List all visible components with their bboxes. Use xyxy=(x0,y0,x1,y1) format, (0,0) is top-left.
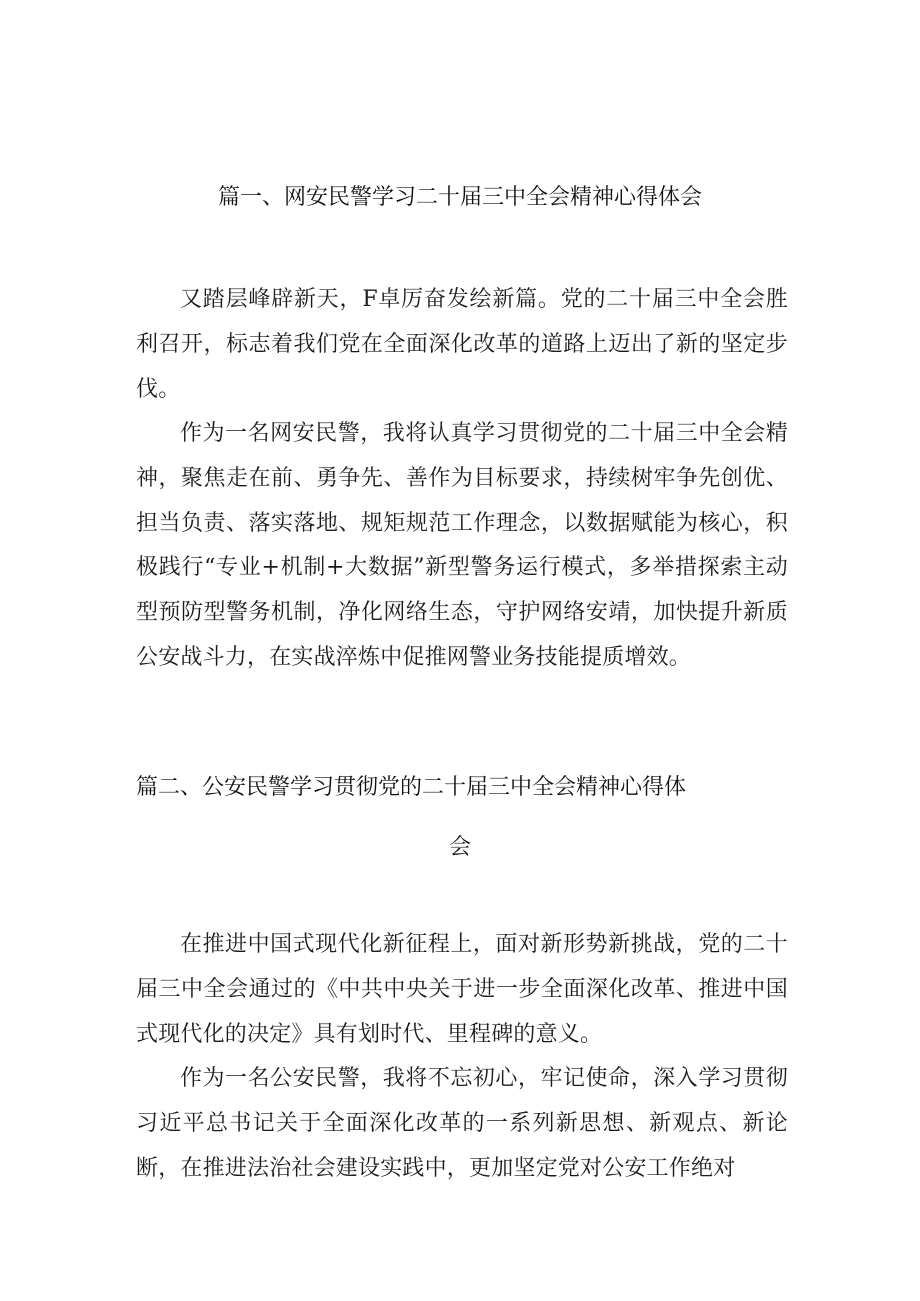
section-2-paragraph-2: 作为一名公安民警，我将不忘初心，牢记使命，深入学习贯彻习近平总书记关于全面深化改革的一系列新思想、新观点、新论断，在推进法治社会建设实践中，更加坚定党对公安工作绝对 xyxy=(136,1066,788,1181)
section-1-paragraph-1: 又踏层峰辟新天，F卓厉奋发绘新篇。党的二十届三中全会胜利召开，标志着我们党在全面深化改革的道路上迈出了新的坚定步伐。 xyxy=(136,287,788,402)
section-2-title-line-2: 会 xyxy=(448,835,471,860)
section-1-title: 篇一、网安民警学习二十届三中全会精神心得体会 xyxy=(217,185,702,210)
section-2-paragraph-1: 在推进中国式现代化新征程上，面对新形势新挑战，党的二十届三中全会通过的《中共中央关于进一步全面深化改革、推进中国式现代化的决定》具有划时代、里程碑的意义。 xyxy=(136,932,788,1047)
section-2-title-line-1: 篇二、公安民警学习贯彻党的二十届三中全会精神心得体 xyxy=(136,775,687,800)
section-1-paragraph-2: 作为一名网安民警，我将认真学习贯彻党的二十届三中全会精神，聚焦走在前、勇争先、善作为目标要求，持续树牢争先创优、担当负责、落实落地、规矩规范工作理念，以数据赋能为核心，积极践行“专业+机制+大数据”新型警务运行模式，多举措探索主动型预防型警务机制，净化网络生态，守护网络安靖，加快提升新质公安战斗力，在实战淬炼中促推网警业务技能提质增效。 xyxy=(136,421,788,670)
